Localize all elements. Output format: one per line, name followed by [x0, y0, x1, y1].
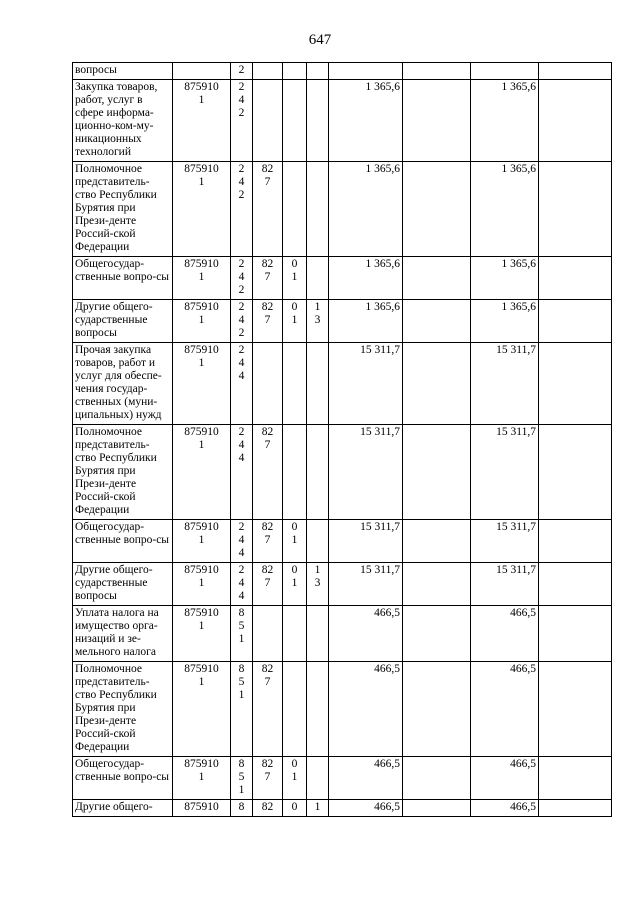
row-name-cell-text: Полномочное представитель-ство Республики Бурятия при Прези-денте Россий-ской Федерации	[75, 663, 157, 753]
target-code-cell	[173, 162, 231, 257]
subsection-cell	[307, 520, 329, 563]
amount-cell-1-text: 1 365,6	[365, 301, 400, 313]
admin-code-cell-text: 82 7	[261, 426, 274, 451]
amount-cell-3	[471, 80, 539, 162]
table-row	[73, 757, 612, 800]
amount-cell-4	[539, 257, 612, 300]
expense-type-cell-text: 8	[238, 801, 245, 813]
amount-cell-1	[329, 63, 403, 80]
amount-cell-1-text: 15 311,7	[360, 564, 400, 576]
amount-cell-1	[329, 606, 403, 662]
section-cell	[283, 757, 307, 800]
expense-type-cell-text: 2	[238, 64, 245, 76]
amount-cell-3	[471, 757, 539, 800]
amount-cell-1-text: 466,5	[374, 607, 400, 619]
admin-code-cell	[253, 606, 283, 662]
expense-type-cell-text: 8 5 1	[238, 607, 245, 645]
expense-type-cell-text: 2 4 4	[238, 521, 245, 559]
expense-type-cell-text: 2 4 2	[238, 163, 245, 201]
subsection-cell-text: 1 3	[314, 564, 321, 589]
section-cell-text: 0 1	[291, 521, 298, 546]
subsection-cell	[307, 606, 329, 662]
admin-code-cell-text: 82 7	[261, 758, 274, 783]
table-row	[73, 300, 612, 343]
subsection-cell	[307, 563, 329, 606]
amount-cell-1	[329, 563, 403, 606]
table-row	[73, 563, 612, 606]
section-cell	[283, 63, 307, 80]
amount-cell-3-text: 466,5	[510, 758, 536, 770]
subsection-cell	[307, 300, 329, 343]
amount-cell-3	[471, 63, 539, 80]
section-cell	[283, 606, 307, 662]
section-cell-text: 0 1	[291, 758, 298, 783]
admin-code-cell	[253, 257, 283, 300]
row-name-cell	[73, 257, 173, 300]
expense-type-cell	[231, 425, 253, 520]
table-row	[73, 257, 612, 300]
row-name-cell	[73, 63, 173, 80]
row-name-cell-text: Полномочное представитель-ство Республики Бурятия при Прези-денте Россий-ской Федерации	[75, 426, 157, 516]
amount-cell-1	[329, 757, 403, 800]
amount-cell-3	[471, 162, 539, 257]
expense-type-cell-text: 8 5 1	[238, 758, 245, 796]
amount-cell-3	[471, 800, 539, 817]
amount-cell-4	[539, 606, 612, 662]
target-code-cell	[173, 606, 231, 662]
row-name-cell-text: Другие общего-сударственные вопросы	[75, 564, 153, 602]
amount-cell-3	[471, 343, 539, 425]
amount-cell-2	[403, 63, 471, 80]
amount-cell-3-text: 466,5	[510, 607, 536, 619]
admin-code-cell-text: 82 7	[261, 163, 274, 188]
section-cell-text: 0 1	[291, 301, 298, 326]
section-cell	[283, 162, 307, 257]
section-cell	[283, 425, 307, 520]
amount-cell-3-text: 466,5	[510, 663, 536, 675]
amount-cell-1	[329, 80, 403, 162]
amount-cell-3-text: 15 311,7	[496, 426, 536, 438]
amount-cell-3	[471, 520, 539, 563]
target-code-cell	[173, 800, 231, 817]
row-name-cell-text: Уплата налога на имущество орга-низаций и зе-мельного налога	[75, 607, 159, 658]
amount-cell-2	[403, 800, 471, 817]
admin-code-cell-text: 82 7	[261, 301, 274, 326]
row-name-cell	[73, 80, 173, 162]
expense-type-cell	[231, 343, 253, 425]
amount-cell-4	[539, 162, 612, 257]
amount-cell-1	[329, 300, 403, 343]
amount-cell-2	[403, 257, 471, 300]
target-code-cell-text: 875910 1	[184, 81, 219, 106]
subsection-cell	[307, 80, 329, 162]
admin-code-cell	[253, 757, 283, 800]
amount-cell-3-text: 1 365,6	[501, 81, 536, 93]
target-code-cell-text: 875910 1	[184, 663, 219, 688]
expense-type-cell	[231, 300, 253, 343]
target-code-cell-text: 875910 1	[184, 301, 219, 326]
amount-cell-3	[471, 563, 539, 606]
amount-cell-3	[471, 257, 539, 300]
subsection-cell	[307, 425, 329, 520]
amount-cell-1	[329, 662, 403, 757]
expense-type-cell	[231, 257, 253, 300]
row-name-cell	[73, 162, 173, 257]
subsection-cell	[307, 162, 329, 257]
amount-cell-1	[329, 425, 403, 520]
table-row	[73, 662, 612, 757]
admin-code-cell	[253, 563, 283, 606]
expense-type-cell	[231, 662, 253, 757]
amount-cell-4	[539, 563, 612, 606]
expense-type-cell-text: 2 4 2	[238, 258, 245, 296]
amount-cell-2	[403, 80, 471, 162]
admin-code-cell	[253, 520, 283, 563]
row-name-cell-text: Другие общего-	[75, 801, 153, 813]
amount-cell-1-text: 466,5	[374, 663, 400, 675]
target-code-cell-text: 875910 1	[184, 758, 219, 783]
amount-cell-2	[403, 162, 471, 257]
row-name-cell	[73, 520, 173, 563]
amount-cell-3-text: 466,5	[510, 801, 536, 813]
amount-cell-3	[471, 300, 539, 343]
target-code-cell	[173, 563, 231, 606]
section-cell	[283, 662, 307, 757]
section-cell-text: 0	[291, 801, 298, 813]
amount-cell-2	[403, 343, 471, 425]
expense-type-cell	[231, 63, 253, 80]
subsection-cell	[307, 800, 329, 817]
expense-type-cell-text: 2 4 2	[238, 81, 245, 119]
amount-cell-2	[403, 662, 471, 757]
amount-cell-2	[403, 425, 471, 520]
admin-code-cell	[253, 162, 283, 257]
expense-type-cell	[231, 757, 253, 800]
row-name-cell-text: Общегосудар-ственные вопро-сы	[75, 758, 170, 783]
amount-cell-3	[471, 606, 539, 662]
target-code-cell-text: 875910 1	[184, 607, 219, 632]
amount-cell-2	[403, 520, 471, 563]
admin-code-cell	[253, 425, 283, 520]
subsection-cell	[307, 662, 329, 757]
subsection-cell-text: 1	[314, 801, 321, 813]
amount-cell-1-text: 1 365,6	[365, 163, 400, 175]
table-row	[73, 800, 612, 817]
amount-cell-3-text: 1 365,6	[501, 301, 536, 313]
target-code-cell	[173, 63, 231, 80]
table-body	[73, 63, 612, 817]
budget-table	[72, 62, 612, 817]
admin-code-cell-text: 82 7	[261, 521, 274, 546]
amount-cell-1-text: 15 311,7	[360, 521, 400, 533]
amount-cell-3	[471, 425, 539, 520]
table-row	[73, 63, 612, 80]
admin-code-cell	[253, 662, 283, 757]
section-cell	[283, 300, 307, 343]
amount-cell-1	[329, 343, 403, 425]
admin-code-cell	[253, 343, 283, 425]
expense-type-cell-text: 2 4 2	[238, 301, 245, 339]
amount-cell-1	[329, 162, 403, 257]
target-code-cell-text: 875910	[184, 801, 219, 813]
expense-type-cell-text: 2 4 4	[238, 426, 245, 464]
row-name-cell-text: Прочая закупка товаров, работ и услуг для обеспе-чения государ-ственных (муни-ципальных) нужд	[75, 344, 162, 421]
table-row	[73, 162, 612, 257]
admin-code-cell	[253, 63, 283, 80]
expense-type-cell	[231, 162, 253, 257]
amount-cell-2	[403, 563, 471, 606]
section-cell	[283, 563, 307, 606]
amount-cell-4	[539, 343, 612, 425]
expense-type-cell-text: 2 4 4	[238, 564, 245, 602]
amount-cell-4	[539, 425, 612, 520]
amount-cell-4	[539, 800, 612, 817]
target-code-cell	[173, 343, 231, 425]
admin-code-cell	[253, 80, 283, 162]
expense-type-cell-text: 8 5 1	[238, 663, 245, 701]
target-code-cell	[173, 757, 231, 800]
amount-cell-4	[539, 300, 612, 343]
amount-cell-2	[403, 300, 471, 343]
row-name-cell-text: Общегосудар-ственные вопро-сы	[75, 258, 170, 283]
target-code-cell	[173, 257, 231, 300]
amount-cell-4	[539, 757, 612, 800]
amount-cell-1	[329, 520, 403, 563]
amount-cell-3-text: 15 311,7	[496, 344, 536, 356]
expense-type-cell	[231, 563, 253, 606]
subsection-cell	[307, 63, 329, 80]
amount-cell-4	[539, 662, 612, 757]
admin-code-cell-text: 82 7	[261, 663, 274, 688]
target-code-cell	[173, 662, 231, 757]
subsection-cell	[307, 757, 329, 800]
row-name-cell	[73, 800, 173, 817]
admin-code-cell	[253, 800, 283, 817]
amount-cell-2	[403, 757, 471, 800]
expense-type-cell	[231, 80, 253, 162]
section-cell	[283, 80, 307, 162]
expense-type-cell	[231, 606, 253, 662]
table-row	[73, 606, 612, 662]
row-name-cell-text: Полномочное представитель-ство Республики Бурятия при Прези-денте Россий-ской Федерации	[75, 163, 157, 253]
row-name-cell	[73, 343, 173, 425]
amount-cell-1	[329, 257, 403, 300]
amount-cell-2	[403, 606, 471, 662]
table-row	[73, 80, 612, 162]
target-code-cell-text: 875910 1	[184, 521, 219, 546]
row-name-cell	[73, 606, 173, 662]
row-name-cell	[73, 662, 173, 757]
section-cell	[283, 520, 307, 563]
amount-cell-3-text: 15 311,7	[496, 564, 536, 576]
table-row	[73, 343, 612, 425]
row-name-cell-text: Другие общего-сударственные вопросы	[75, 301, 153, 339]
row-name-cell-text: вопросы	[75, 64, 117, 76]
admin-code-cell-text: 82 7	[261, 564, 274, 589]
target-code-cell	[173, 520, 231, 563]
row-name-cell	[73, 757, 173, 800]
admin-code-cell	[253, 300, 283, 343]
amount-cell-1-text: 466,5	[374, 801, 400, 813]
page-number: 647	[308, 32, 332, 48]
section-cell	[283, 800, 307, 817]
target-code-cell-text: 875910 1	[184, 564, 219, 589]
expense-type-cell	[231, 520, 253, 563]
amount-cell-1-text: 1 365,6	[365, 258, 400, 270]
section-cell	[283, 343, 307, 425]
section-cell-text: 0 1	[291, 258, 298, 283]
target-code-cell-text: 875910 1	[184, 163, 219, 188]
amount-cell-1-text: 466,5	[374, 758, 400, 770]
amount-cell-1-text: 15 311,7	[360, 426, 400, 438]
target-code-cell-text: 875910 1	[184, 344, 219, 369]
subsection-cell-text: 1 3	[314, 301, 321, 326]
amount-cell-3-text: 1 365,6	[501, 163, 536, 175]
row-name-cell-text: Закупка товаров, работ, услуг в сфере информа-ционно-ком-му-никационных технологий	[75, 81, 158, 158]
subsection-cell	[307, 343, 329, 425]
amount-cell-1	[329, 800, 403, 817]
target-code-cell-text: 875910 1	[184, 426, 219, 451]
target-code-cell-text: 875910 1	[184, 258, 219, 283]
amount-cell-4	[539, 63, 612, 80]
row-name-cell	[73, 300, 173, 343]
admin-code-cell-text: 82	[261, 801, 274, 813]
target-code-cell	[173, 80, 231, 162]
target-code-cell	[173, 425, 231, 520]
table-row	[73, 425, 612, 520]
admin-code-cell-text: 82 7	[261, 258, 274, 283]
table-row	[73, 520, 612, 563]
section-cell	[283, 257, 307, 300]
amount-cell-3-text: 1 365,6	[501, 258, 536, 270]
amount-cell-1-text: 1 365,6	[365, 81, 400, 93]
target-code-cell	[173, 300, 231, 343]
amount-cell-3-text: 15 311,7	[496, 521, 536, 533]
row-name-cell	[73, 563, 173, 606]
row-name-cell	[73, 425, 173, 520]
amount-cell-1-text: 15 311,7	[360, 344, 400, 356]
section-cell-text: 0 1	[291, 564, 298, 589]
amount-cell-4	[539, 520, 612, 563]
expense-type-cell	[231, 800, 253, 817]
amount-cell-3	[471, 662, 539, 757]
expense-type-cell-text: 2 4 4	[238, 344, 245, 382]
row-name-cell-text: Общегосудар-ственные вопро-сы	[75, 521, 170, 546]
subsection-cell	[307, 257, 329, 300]
amount-cell-4	[539, 80, 612, 162]
